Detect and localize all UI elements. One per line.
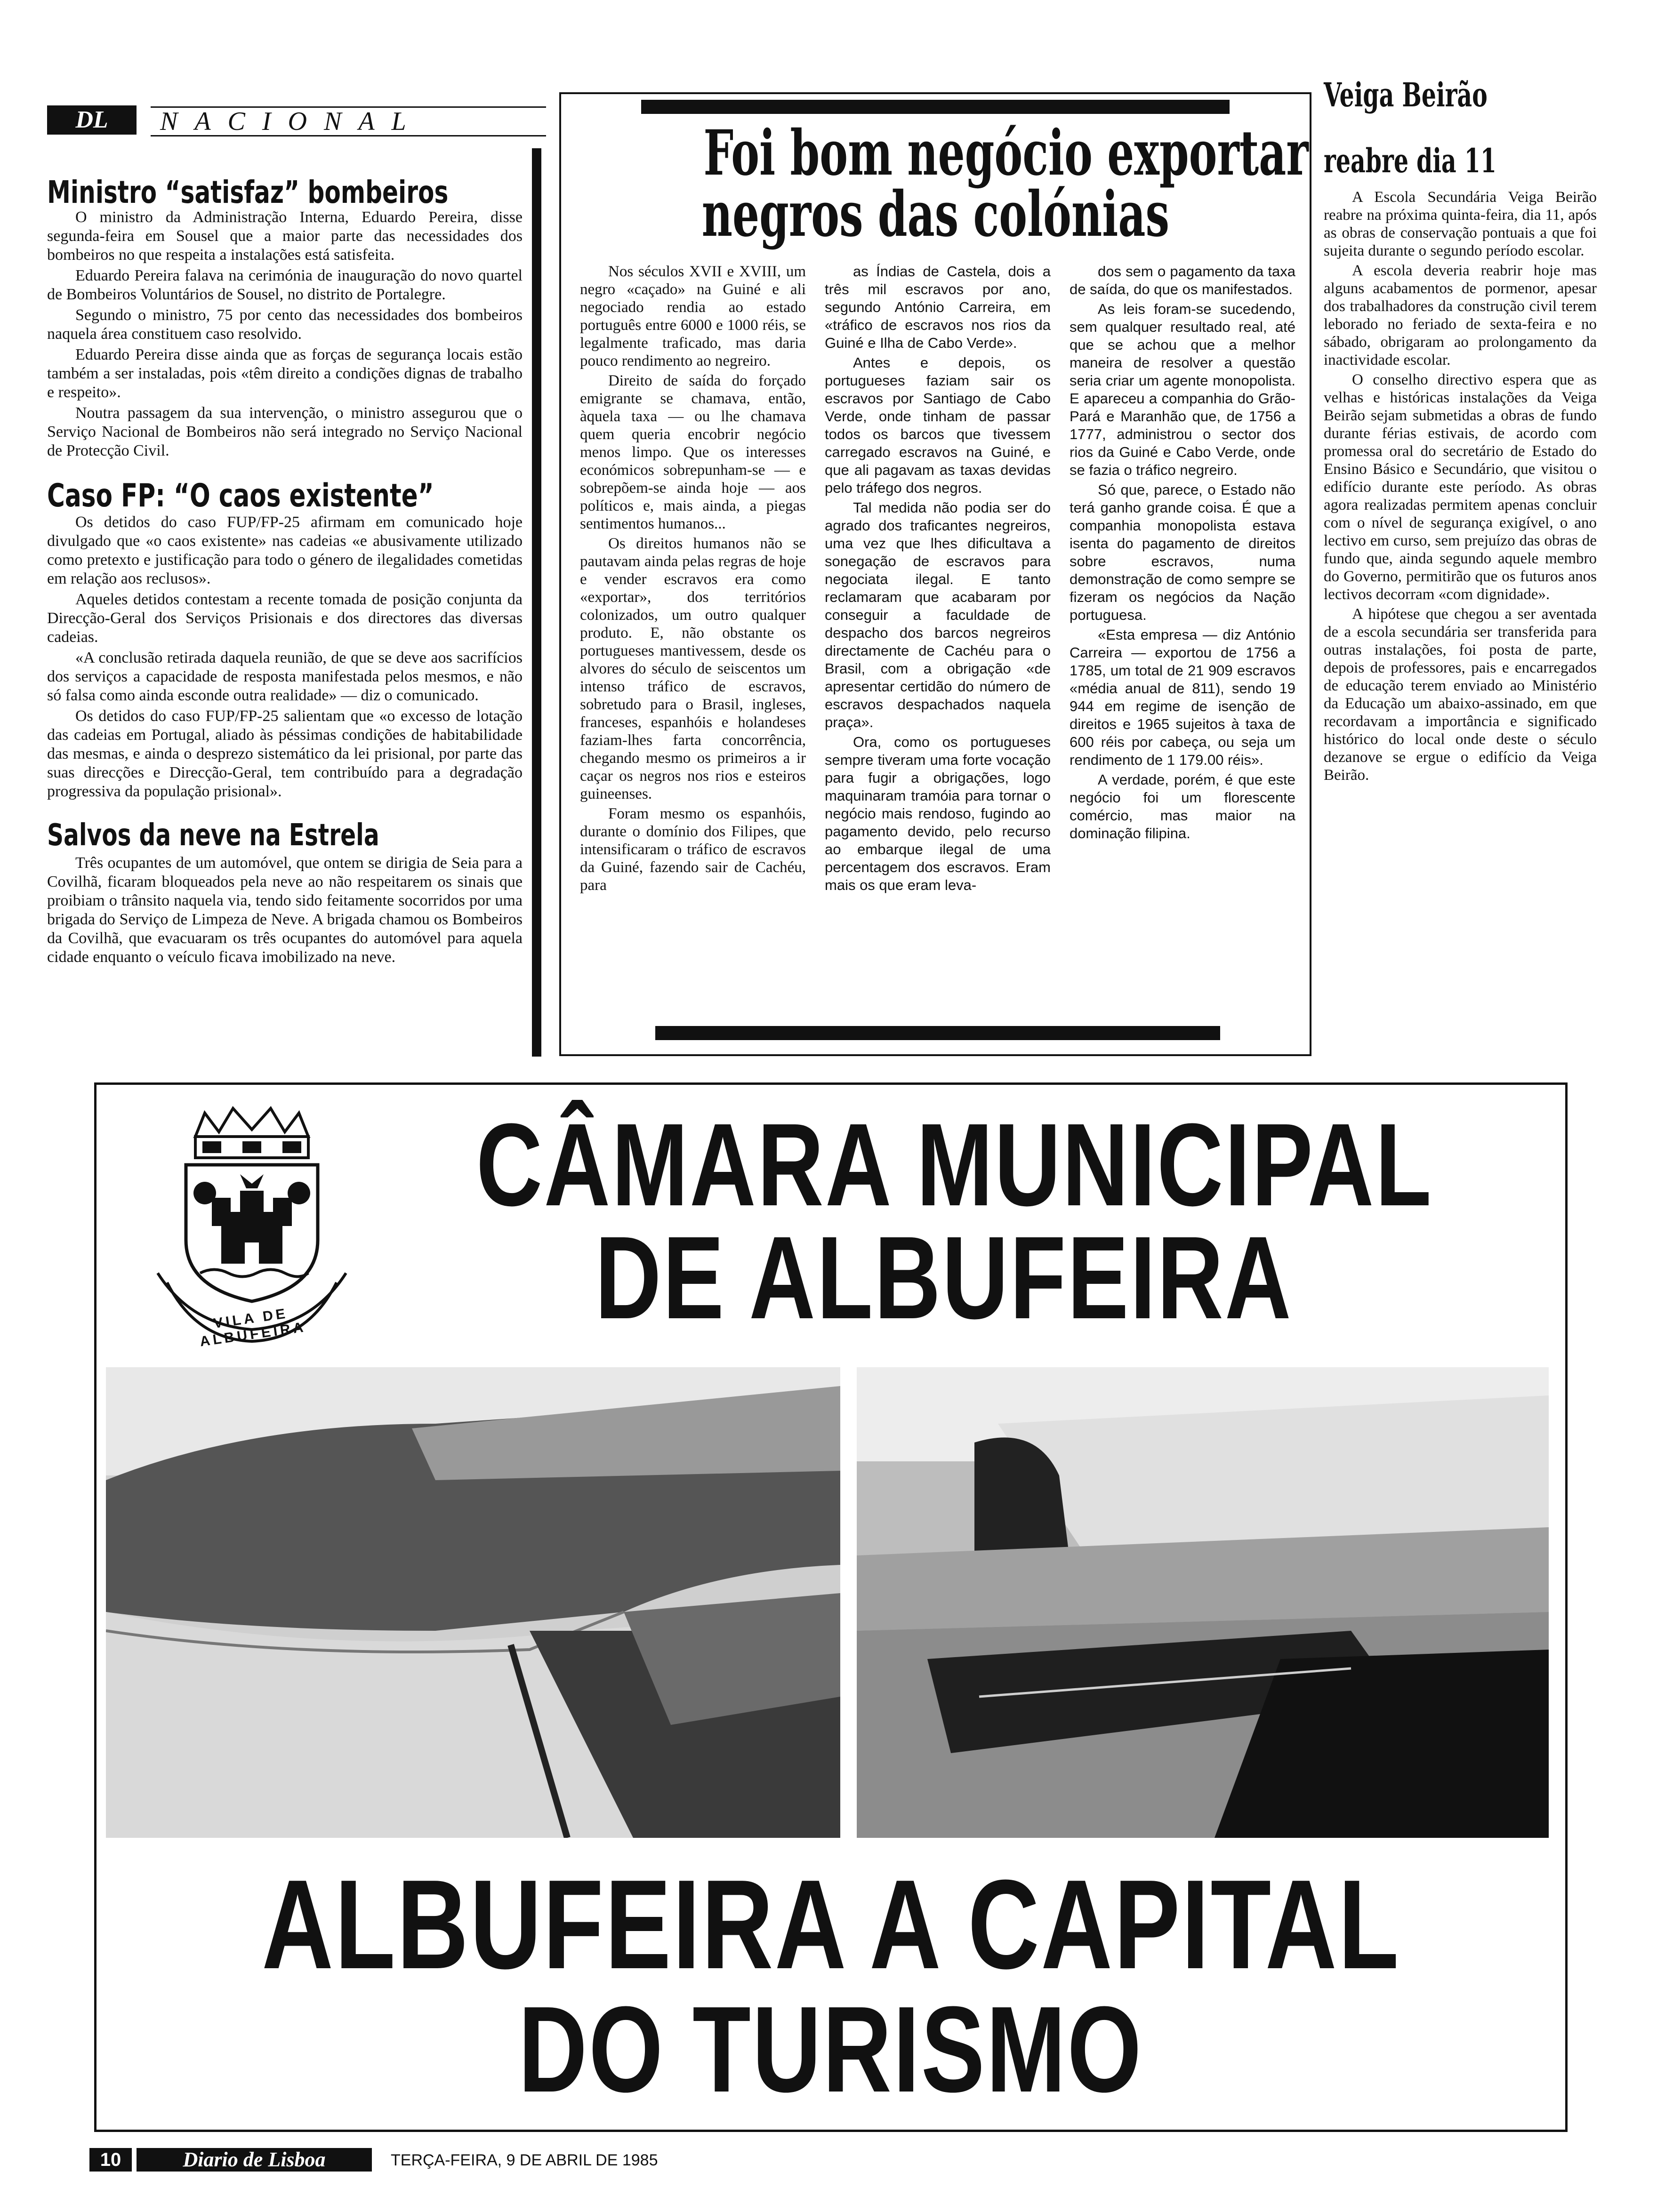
section-logo: DL: [47, 105, 137, 135]
right-headline-2: reabre dia 11: [1324, 141, 1496, 180]
article-ministro: [47, 174, 523, 460]
article-body: O ministro da Administração Interna, Eduardo Pereira, disse segunda-feira em Sousel que a maior parte das necessidades dos bombeiros no que respeita a instalações está satisfeita. Eduardo Pereira falava na cerimónia de inauguração do novo quartel de Bombeiros Voluntários de Sousel, no distrito de Portalegre. Segundo o ministro, 75 por cento das necessidades dos bombeiros naquela área constituem caso resolvido. Eduardo Pereira disse ainda que as forças de segurança locais estão também a ser instaladas, pois «têm direito a condições dignas de trabalho e respeito». Noutra passagem da sua intervenção, o ministro assegurou que o Serviço Nacional de Bombeiros não será integrado no Serviço Nacional de Protecção Civil.: [47, 208, 523, 459]
article-headline: Caso FP: “O caos existente”: [47, 477, 434, 514]
center-col-3: dos sem o pagamento da taxa de saída, do que os manifestados. As leis foram-se sucedendo, sem qualquer resultado real, até que se achou que a melhor maneira de resolver a questão seria criar um agente monopolista. E apareceu a companhia do Grão-Pará e Maranhão que, de 1756 a 1777, administrou o sector dos rios da Guiné e Cabo Verde, onde se fazia o tráfico negreiro. Só que, parece, o Estado não terá ganho grande coisa. É que a companhia monopolista estava isenta do pagamento de direitos sobre escravos, numa demonstração de como sempre se fizeram os negócios da Nação portuguesa. «Esta empresa — diz António Carreira — exportou de 1756 a 1785, um total de 21 909 escravos «média anual de 811), sendo 19 944 em regime de isenção de direitos e 1965 sujeitos à taxa de 600 réis por cabeça, ou seja um rendimento de 1 179.00 réis». A verdade, porém, é que este negócio foi um florescente comércio, mas maior na dominação filipina.: [1070, 263, 1295, 842]
article-body: Três ocupantes de um automóvel, que ontem se dirigia de Seia para a Covilhã, ficaram bloqueados pela neve ao não respeitarem os sinais que proibiam o trânsito naquela via, tendo sido feitamente socorridos por uma brigada do Serviço de Limpeza de Neve. A brigada chamou os Bombeiros da Covilhã, que evacuaram os três ocupantes do automóvel para aquela cidade enquanto o veículo ficava imobilizado na neve.: [47, 854, 523, 966]
center-article-box: [559, 92, 1311, 1056]
page-number: 10: [89, 2148, 132, 2172]
paper-name: Diario de Lisboa: [137, 2148, 372, 2172]
advert-box: [94, 1082, 1568, 2132]
advert-slogan: ALBUFEIRA A CAPITAL DO TURISMO: [261, 1854, 1400, 2118]
article-headline: Salvos da neve na Estrela: [47, 818, 379, 853]
article-body: Os detidos do caso FUP/FP-25 afirmam em comunicado hoje divulgado que «o caos existente» nas cadeias «e abusivamente utilizado como pretexto e justificação para todo o género de ilegalidades cometidas em relação aos reclusos». Aqueles detidos contestam a recente tomada de posição conjunta da Direcção-Geral dos Serviços Prisionais e dos directores das diversas cadeias. «A conclusão retirada daquela reunião, de que se deve aos sacrifícios dos serviços a capacidade de resposta manifestada pelos mesmos, e não só falsa como ainda esconde outra realidade» — diz o comunicado. Os detidos do caso FUP/FP-25 salientam que «o excesso de lotação das cadeias em Portugal, aliado às péssimas condições de habitabilidade das mesmas, e ainda o desprezo sistemático da lei prisional, por parte das suas direcções e Direcção-Geral, tem contribuído para a degradação progressiva da população prisional».: [47, 513, 523, 800]
top-rule: [641, 100, 1230, 114]
article-neve-estrela: [47, 818, 523, 967]
column-divider: [532, 148, 541, 1057]
right-article: [1324, 75, 1597, 786]
harbour-photo-image: [857, 1367, 1549, 1838]
advert-title: CÂMARA MUNICIPAL DE ALBUFEIRA: [476, 1099, 1433, 1343]
left-column: [47, 174, 523, 1068]
photo-albufeira-harbour: [857, 1367, 1549, 1838]
center-headline: Foi bom negócio exportar negros das colónias: [701, 117, 1309, 251]
center-col-1: Nos séculos XVII e XVIII, um negro «caçado» na Guiné e ali negociado rendia ao estado português entre 6000 e 1000 réis, se legalmente traficado, mas daria pouco rendimento ao negreiro. Direito de saída do forçado emigrante se chamava, então, àquela taxa — ou lhe chamava quem queria encobrir negócio menos limpo. Que os interesses económicos sobrepunham-se — e sobrepõem-se ainda hoje — aos políticos e, mais ainda, a piegas sentimentos humanos... Os direitos humanos não se pautavam ainda pelas regras de hoje e vender escravos era como «exportar», dos territórios colonizados, um outro qualquer produto. E, não obstante os portugueses mantivessem, desde os alvores do século de seiscentos um intenso tráfico de escravos, sobretudo para o Brasil, ingleses, franceses, espanhóis e holandeses faziam-lhes farta concorrência, chegando mesmo os primeiros a ir caçar os negros nos rios e esteiros guineenses. Foram mesmo os espanhóis, durante o domínio dos Filipes, que intensificaram o tráfico de escravos da Guiné, fazendo sair de Cachéu, para: [580, 263, 806, 894]
crest-ribbon-text: VILA DE ALBUFEIRA: [199, 1306, 307, 1350]
right-body: A Escola Secundária Veiga Beirão reabre na próxima quinta-feira, dia 11, após as obras de conservação pontuais a que foi sujeita durante o segundo período escolar. A escola deveria reabrir hoje mas alguns acabamentos de pormenor, apesar dos trabalhadores da construção civil terem leborado no feriado de sexta-feira e no sábado, obrigaram ao prolongamento da inactividade escolar. O conselho directivo espera que as velhas e históricas instalações da Veiga Beirão sejam submetidas a obras de fundo durante férias estivais, de acordo com promessa oral do secretário de Estado do Ensino Básico e Secundário, que visitou o edifício durante este período. As obras agora realizadas permitem apenas concluir com o nível de segurança exigível, o ano lectivo em curso, sem prejuízo das obras de fundo que, ainda segundo aquele membro do Governo, permitirão que os futuros anos lectivos decorram «com dignidade». A hipótese que chegou a ser aventada de a escola secundária ser transferida para outras instalações, foi posta de parte, depois de professores, pais e encarregados de educação terem enviado ao Ministério da Educação um abaixo-assinado, em que recordavam a importância e significado histórico do local onde deste o século dezanove se ergue o edifício da Veiga Beirão.: [1324, 189, 1597, 784]
article-headline: Ministro “satisfaz” bombeiros: [47, 174, 449, 210]
article-caso-fp: [47, 477, 523, 801]
section-name: NACIONAL: [151, 106, 546, 136]
photo-albufeira-beach: [106, 1367, 840, 1838]
center-col-2: as Índias de Castela, dois a três mil escravos por ano, segundo António Carreira, em «tráfico de escravos nos rios da Guiné e Ilha de Cabo Verde». Antes e depois, os portugueses faziam sair os escravos por Santiago de Cabo Verde, onde tinham de passar todos os barcos que tivessem carregado escravos na Guiné, e que ali pagavam as taxas devidas pelo tráfego dos negros. Tal medida não podia ser do agrado dos traficantes negreiros, uma vez que lhes dificultava a sonegação de escravos para negociata ilegal. E tanto reclamaram que acabaram por conseguir a faculdade de despacho dos barcos negreiros directamente de Cachéu para o Brasil, com a obrigação «de apresentar certidão do número de escravos despachados naquela praça». Ora, como os portugueses sempre tiveram uma forte vocação para fugir a obrigações, logo maquinaram tramóia para tornar o negócio mais rendoso, fugindo ao pagamento devido, pelo recurso ao embarque ilegal de uma percentagem dos escravos. Eram mais os que eram leva-: [825, 263, 1051, 893]
beach-photo-image: [106, 1367, 840, 1838]
footer-date: TERÇA-FEIRA, 9 DE ABRIL DE 1985: [391, 2151, 658, 2169]
bottom-rule: [655, 1026, 1220, 1040]
crest: [134, 1104, 370, 1348]
footer: [89, 2146, 796, 2174]
section-header: [47, 104, 541, 137]
right-headline: Veiga Beirão: [1324, 75, 1488, 114]
